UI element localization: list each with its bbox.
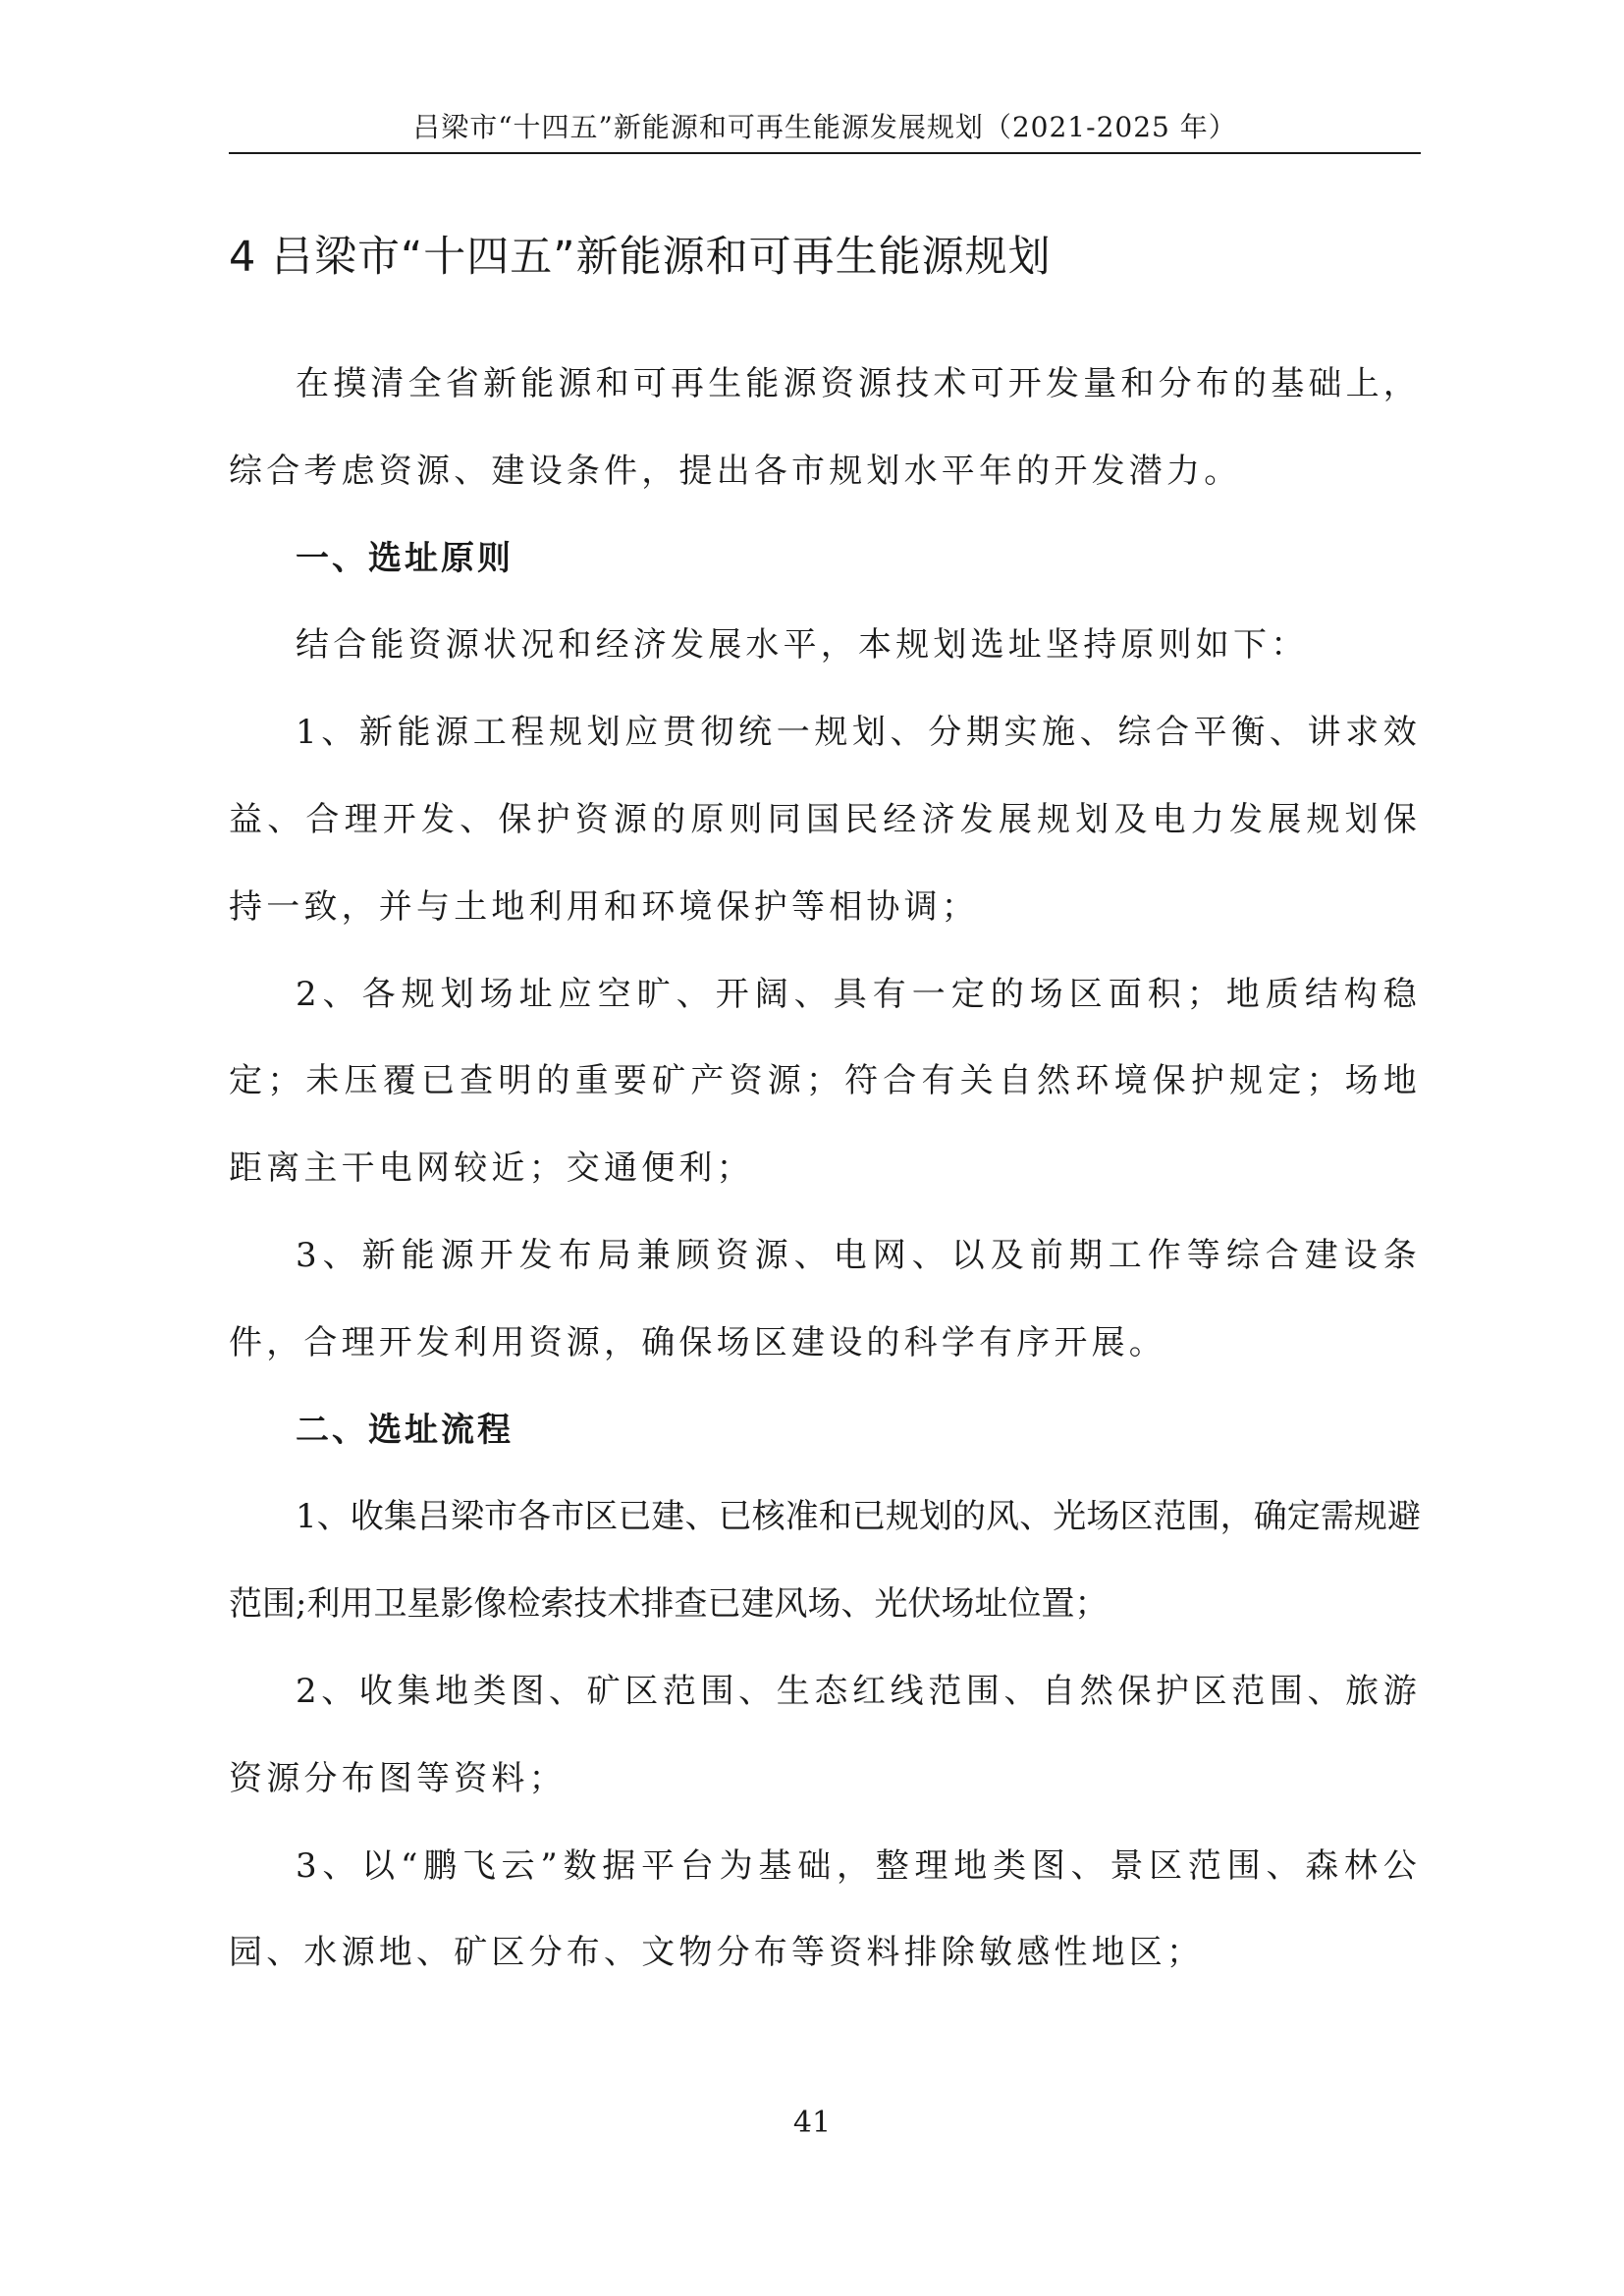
section-heading-site-process: 二、选址流程 — [296, 1410, 514, 1450]
principle-item-3: 3、新能源开发布局兼顾资源、电网、以及前期工作等综合建设条件，合理开发利用资源，确保场区建设的科学有序开展。 — [229, 1235, 1421, 1362]
running-header: 吕梁市“十四五”新能源和可再生能源发展规划（2021-2025 年） — [412, 111, 1237, 143]
principle-item-1: 1、新能源工程规划应贯彻统一规划、分期实施、综合平衡、讲求效益、合理开发、保护资源的原则同国民经济发展规划及电力发展规划保持一致，并与土地利用和环境保护等相协调； — [229, 713, 1421, 927]
principle-item-2: 2、各规划场址应空旷、开阔、具有一定的场区面积；地质结构稳定；未压覆已查明的重要矿产资源；符合有关自然环境保护规定；场地距离主干电网较近；交通便利； — [229, 974, 1421, 1189]
process-item-3: 3、以“鹏飞云”数据平台为基础，整理地类图、景区范围、森林公园、水源地、矿区分布、文物分布等资料排除敏感性地区； — [229, 1845, 1421, 1973]
page-number: 41 — [792, 2106, 832, 2140]
header-rule — [229, 152, 1421, 154]
process-item-1: 1、收集吕梁市各市区已建、已核准和已规划的风、光场区范围，确定需规避范围;利用卫星影像检索技术排查已建风场、光伏场址位置； — [229, 1497, 1421, 1625]
body-text — [229, 341, 1421, 1997]
principles-lead-paragraph: 结合能资源状况和经济发展水平，本规划选址坚持原则如下： — [296, 625, 1309, 666]
process-item-2: 2、收集地类图、矿区范围、生态红线范围、自然保护区范围、旅游资源分布图等资料； — [229, 1671, 1421, 1798]
section-heading-site-principles: 一、选址原则 — [296, 538, 514, 578]
chapter-title: 4 吕梁市“十四五”新能源和可再生能源规划 — [229, 233, 1052, 282]
intro-paragraph: 在摸清全省新能源和可再生能源资源技术可开发量和分布的基础上，综合考虑资源、建设条件，提出各市规划水平年的开发潜力。 — [229, 364, 1421, 491]
